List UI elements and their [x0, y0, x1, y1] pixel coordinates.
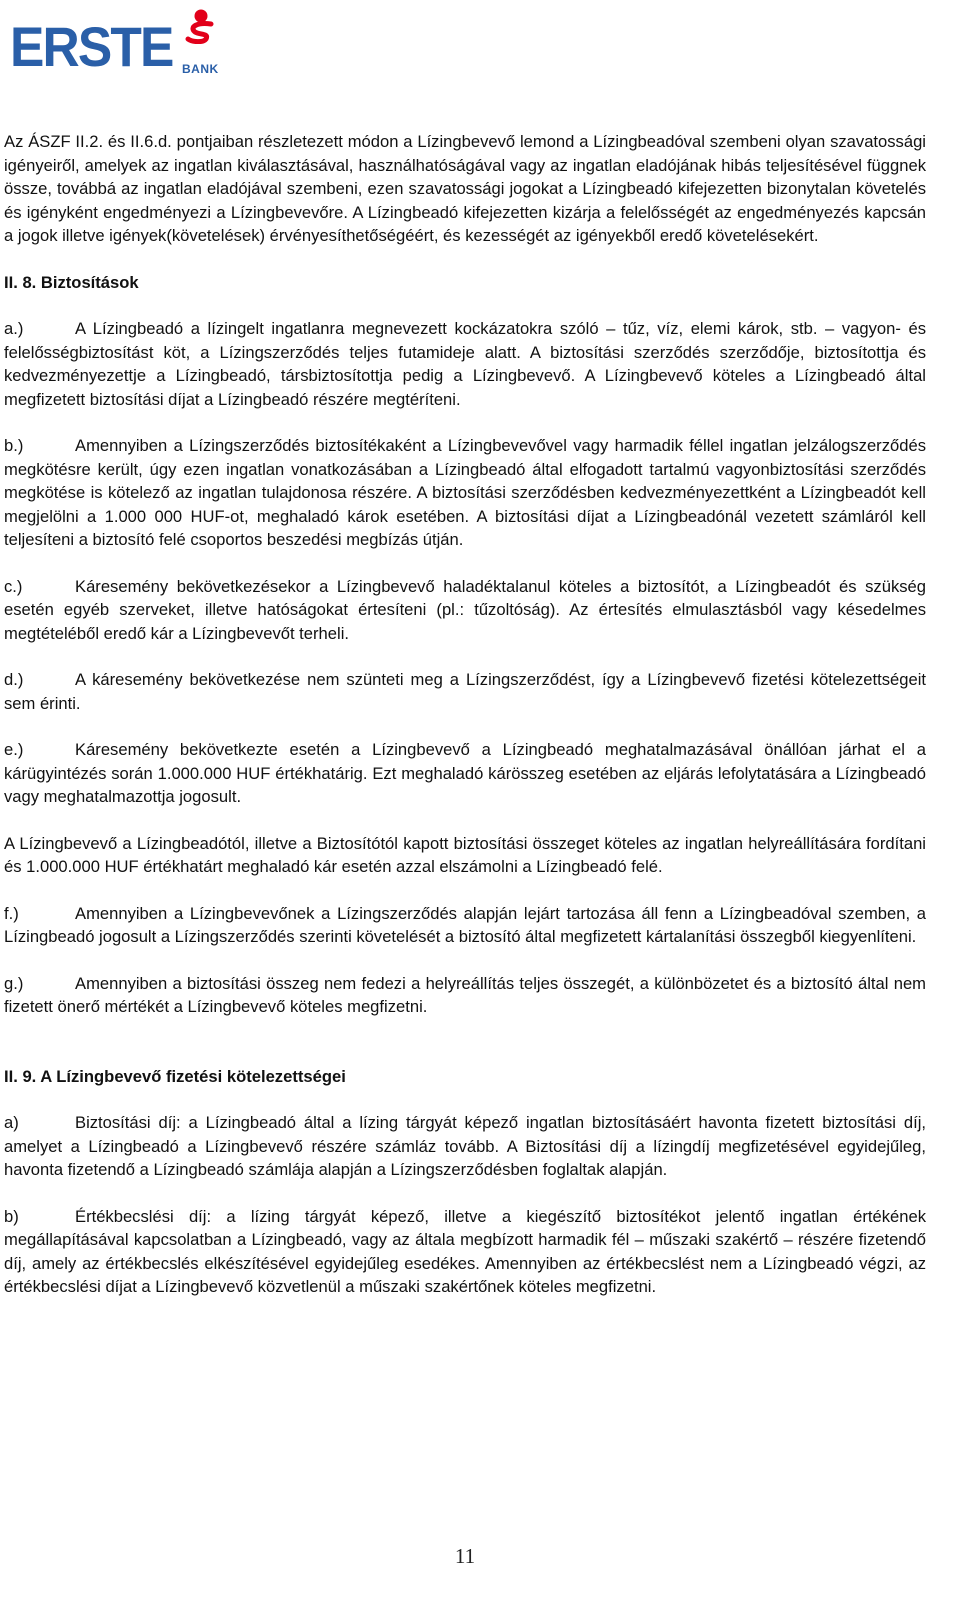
section-8-item-e	[4, 738, 926, 809]
section-8-item-c	[4, 575, 926, 646]
item-label: e.)	[4, 740, 24, 759]
item-text: Amennyiben a biztosítási összeg nem fedezi a helyreállítás teljes összegét, a különbözetet és a biztosító által nem fizetett önerő mértékét a Lízingbevevő köteles megfizetni.	[4, 973, 926, 1016]
item-label: b.)	[4, 436, 24, 455]
item-text: A Lízingbeadó a lízingelt ingatlanra megnevezett kockázatokra szóló – tűz, víz, elemi károk, stb. – vagyon- és felelősségbiztosítást köt, a Lízingszerződés teljes futamideje alatt. A biztosítási szerződés szerződője, biztosítottja és kedvezményezettje a Lízingbeadó, társbiztosítottja pedig a Lízingbevevő. A Lízingbevevő köteles a Lízingbeadó által megfizetett biztosítási díjat a Lízingbeadó részére megtéríteni.	[4, 319, 926, 409]
logo-wordmark: ERSTE	[10, 15, 173, 78]
item-text: Káresemény bekövetkezésekor a Lízingbevevő haladéktalanul köteles a biztosítót, a Lízingbeadót és szükség esetén egyéb szerveket, illetve hatóságokat értesíteni (pl.: tűzoltóság). Az értesítés elmulasztásból vagy késedelmes megtételéből eredő kár a Lízingbevevőt terheli.	[4, 576, 926, 643]
item-label: f.)	[4, 903, 19, 923]
section-9-item-b	[4, 1205, 926, 1299]
item-label: c.)	[4, 576, 23, 596]
section-9-heading: II. 9. A Lízingbevevő fizetési kötelezettségei	[4, 1066, 346, 1086]
item-label: a.)	[4, 319, 24, 338]
erste-bank-logo	[10, 6, 220, 78]
item-text: A káresemény bekövetkezése nem szünteti meg a Lízingszerződést, így a Lízingbevevő fizetési kötelezettségeit sem érinti.	[4, 670, 926, 713]
erste-s-mark-icon	[183, 8, 219, 44]
section-8-heading: II. 8. Biztosítások	[4, 272, 139, 292]
item-text: Káresemény bekövetkezte esetén a Lízingbevevő a Lízingbeadó meghatalmazásával önállóan járhat el a kárügyintézés során 1.000.000 HUF értékhatárig. Ezt meghaladó kárösszeg esetében az eljárás lefolytatására a Lízingbeadó vagy meghatalmazottja jogosult.	[4, 740, 926, 806]
intro-paragraph: Az ÁSZF II.2. és II.6.d. pontjaiban részletezett módon a Lízingbevevő lemond a Lízingbeadóval szembeni olyan szavatossági igényeiről, amelyek az ingatlan kiválasztásával, használhatóságával vagy az ingatlan eladójának hibás teljesítésével függnek össze, továbbá az ingatlan eladójával szembeni, ezen szavatossági jogokat a Lízingbeadó kifejezetten bizonytalan követelés és igényként engedményezi a Lízingbevevőre. A Lízingbeadó kifejezetten kizárja a felelősségét az engedményezés kapcsán a jogok illetve igények(követelések) érvényesíthetőségéért, és kezességét az igényekből eredő követelésekért.	[4, 132, 926, 245]
item-label: a)	[4, 1113, 19, 1132]
item-label: b)	[4, 1206, 19, 1226]
item-text: Értékbecslési díj: a lízing tárgyát képező, illetve a kiegészítő biztosítékot jelentő ingatlan értékének megállapításával kapcsolatban a Lízingbeadó, vagy az általa megbízott harmadik fél – műszaki szakértő – részére fizetendő díj, amely az értékbecslés elkészítésével egyidejűleg esedékes. Amennyiben az értékbecslést nem a Lízingbeadó végzi, az értékbecslési díjat a Lízingbevevő közvetlenül a műszaki szakértőnek köteles megfizetni.	[4, 1206, 926, 1296]
item-label: d.)	[4, 670, 24, 689]
document-body	[4, 130, 926, 1299]
section-9-item-a	[4, 1111, 926, 1182]
item-text: Amennyiben a Lízingbevevőnek a Lízingszerződés alapján lejárt tartozása áll fenn a Lízingbeadóval szemben, a Lízingbeadó jogosult a Lízingszerződés szerinti követelését a biztosító által megfizetett kártalanítási összegből kiegyenlíteni.	[4, 903, 926, 946]
section-8-item-e-continuation: A Lízingbevevő a Lízingbeadótól, illetve a Biztosítótól kapott biztosítási összeget köteles az ingatlan helyreállítására fordítani és 1.000.000 HUF értékhatárt meghaladó kár esetén azzal elszámolni a Lízingbeadó felé.	[4, 833, 926, 876]
section-8-item-b	[4, 434, 926, 552]
section-8-item-f	[4, 902, 926, 949]
item-label: g.)	[4, 973, 24, 993]
logo-bank-label: BANK	[182, 62, 219, 76]
page-number: 11	[454, 1544, 476, 1568]
section-8-item-a	[4, 317, 926, 411]
item-text: Amennyiben a Lízingszerződés biztosítékaként a Lízingbevevővel vagy harmadik féllel ingatlan jelzálogszerződés megkötésre került, úgy ezen ingatlan vonatkozásában a Lízingbeadó által elfogadott tartalmú vagyonbiztosítási szerződés megkötése is kötelező az ingatlan tulajdonosa részére. A biztosítási szerződésben kedvezményezettként a Lízingbeadót kell megjelölni a 1.000 000 HUF-ot, meghaladó károk esetében. A biztosítási díjat a Lízingbeadónál vezetett számláról kell teljesíteni a biztosító felé csoportos beszedési megbízás útján.	[4, 436, 926, 549]
item-text: Biztosítási díj: a Lízingbeadó által a lízing tárgyát képező ingatlan biztosításáért havonta fizetett biztosítási díj, amelyet a Lízingbeadó a Lízingbevevő részére számláz tovább. A Biztosítási díj a lízingdíj megfizetésével egyidejűleg, havonta fizetendő a Lízingbeadó számlája alapján a Lízingszerződésben foglaltak alapján.	[4, 1113, 926, 1179]
section-8-item-d	[4, 668, 926, 715]
section-8-item-g	[4, 972, 926, 1019]
